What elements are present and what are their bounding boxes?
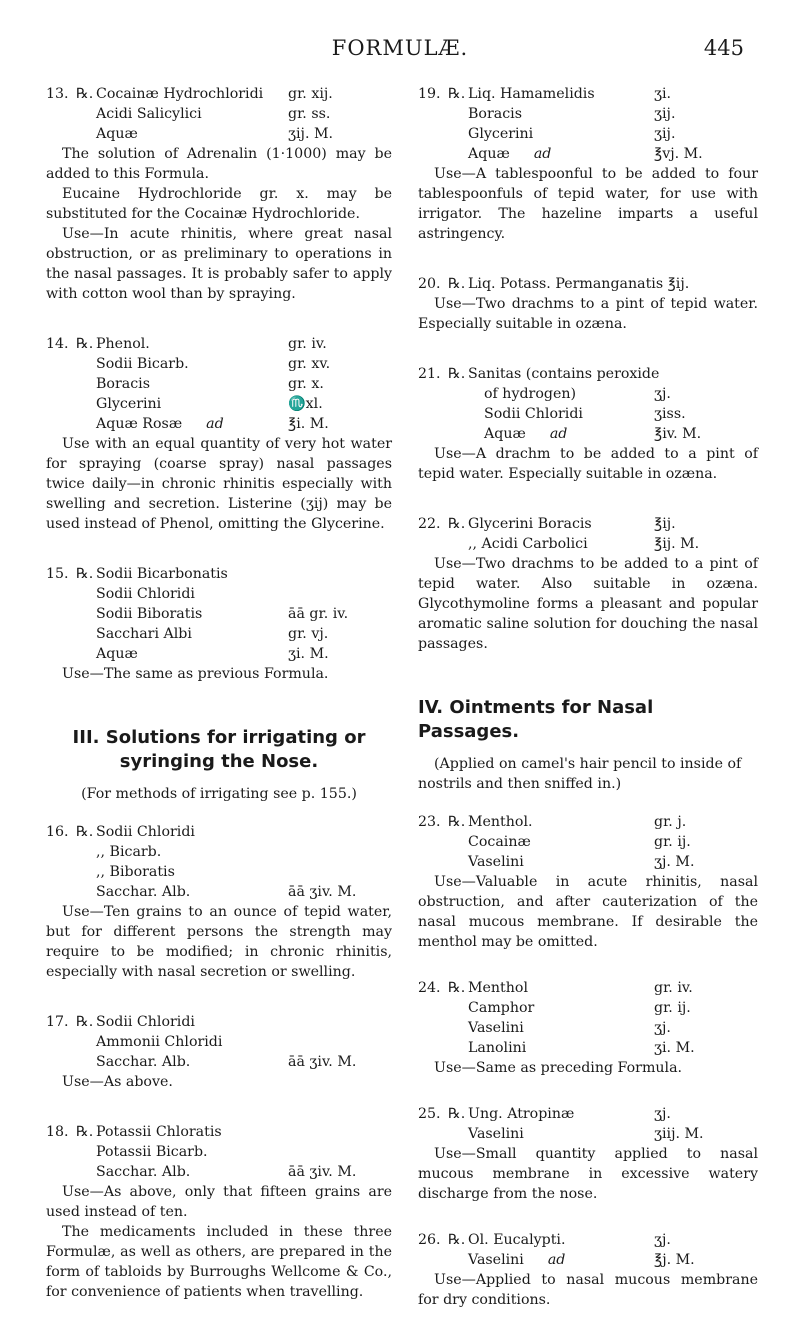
ingredient: Liq. Potass. Permanganatis ℥ij. (468, 276, 690, 292)
ingredient: Sacchar. Alb. (96, 1164, 191, 1180)
ingredient: Aquæ (96, 126, 138, 142)
formula-use: Use—Two drachms to be added to a pint of tepid water. Also suitable in ozæna. Glycothymoline forms a pleasant and popular aromatic saline solution for douching the nasal passages. (418, 556, 758, 652)
formula-number: 13. (46, 86, 69, 102)
quantity: ʒj. (654, 1232, 671, 1248)
formula-line (46, 394, 392, 414)
ingredient-name: Aquæ (468, 146, 510, 162)
quantity: ʒj. (654, 386, 671, 402)
formula-25 (418, 1104, 758, 1204)
quantity: gr. j. (654, 814, 687, 830)
ingredient: Sanitas (contains peroxide (468, 366, 660, 382)
ingredient (96, 414, 288, 434)
ingredient: Vaselini (468, 854, 524, 870)
ingredient (468, 1250, 654, 1270)
formula-17 (46, 1012, 392, 1092)
quantity: ʒij. M. (288, 126, 334, 142)
formula-line (418, 274, 758, 294)
quantity: gr. iv. (288, 336, 327, 352)
ad-marker: ad (206, 416, 224, 432)
recipe-symbol: ℞. (448, 1232, 466, 1248)
formula-line (418, 1250, 758, 1270)
formula-18 (46, 1122, 392, 1302)
formula-number: 21. (418, 366, 441, 382)
formula-line (46, 1032, 392, 1052)
formula-use: Use—Small quantity applied to nasal mucous membrane in excessive watery discharge from the nose. (418, 1146, 758, 1202)
formula-line (46, 1142, 392, 1162)
ingredient: Boracis (96, 376, 150, 392)
quantity: gr. ij. (654, 834, 691, 850)
quantity: ℥ij. (654, 516, 676, 532)
ingredient (484, 424, 654, 444)
section-note: (Applied on camel's hair pencil to inside of nostrils and then sniffed in.) (418, 756, 742, 792)
formula-number: 16. (46, 824, 69, 840)
quantity: ʒi. M. (288, 646, 329, 662)
ingredient: Phenol. (96, 336, 150, 352)
formula-line (418, 124, 758, 144)
ingredient: Sodii Biboratis (96, 606, 203, 622)
ingredient: ,, Biboratis (96, 864, 175, 880)
page-number: 445 (703, 36, 744, 60)
formula-note: Eucaine Hydrochloride gr. x. may be substituted for the Cocainæ Hydrochloride. (46, 186, 392, 222)
section-heading-line: syringing the Nose. (119, 751, 319, 772)
ingredient: Sodii Chloridi (96, 1014, 195, 1030)
formula-note: The solution of Adrenalin (1·1000) may be added to this Formula. (46, 146, 392, 182)
formula-line (418, 534, 758, 554)
formula-line (418, 832, 758, 852)
formula-line (46, 334, 392, 354)
formula-line (46, 604, 392, 624)
formula-21 (418, 364, 758, 484)
formula-use: Use—Ten grains to an ounce of tepid water, but for different persons the strength may require to be modified; in chronic rhinitis, especially with nasal secretion or swelling. (46, 904, 392, 980)
formula-line (46, 104, 392, 124)
formula-line (418, 424, 758, 444)
recipe-symbol: ℞. (76, 824, 94, 840)
formula-use: Use—As above, only that fifteen grains are used instead of ten. (46, 1184, 392, 1220)
quantity: gr. vj. (288, 626, 329, 642)
formula-line (418, 978, 758, 998)
recipe-symbol: ℞. (448, 516, 466, 532)
quantity: ♏xl. (288, 396, 323, 412)
quantity: ʒij. (654, 126, 676, 142)
quantity: āā ʒiv. M. (288, 1054, 357, 1070)
formula-line (46, 124, 392, 144)
quantity: ʒiij. M. (654, 1126, 704, 1142)
ingredient-name: Vaselini (468, 1252, 524, 1268)
formula-number: 22. (418, 516, 441, 532)
ingredient: Liq. Hamamelidis (468, 86, 595, 102)
recipe-symbol: ℞. (76, 336, 94, 352)
formula-26 (418, 1230, 758, 1310)
formula-15 (46, 564, 392, 684)
formula-line (46, 354, 392, 374)
quantity: gr. x. (288, 376, 324, 392)
formula-number: 20. (418, 276, 441, 292)
ingredient: Glycerini Boracis (468, 516, 592, 532)
formula-line (46, 842, 392, 862)
ingredient: Sodii Bicarb. (96, 356, 189, 372)
formula-line (46, 862, 392, 882)
quantity: ℥iv. M. (654, 426, 702, 442)
formula-line (418, 1124, 758, 1144)
formula-use: Use with an equal quantity of very hot water for spraying (coarse spray) nasal passages twice daily—in chronic rhinitis especially with swelling and secretion. Listerine (ʒij) may be used instead of Phenol, omitting the Glycerine. (46, 436, 392, 532)
ingredient: Sodii Chloridi (484, 406, 583, 422)
ingredient: Sodii Bicarbonatis (96, 566, 228, 582)
ingredient: Camphor (468, 1000, 535, 1016)
ingredient: Potassii Chloratis (96, 1124, 222, 1140)
formula-line (418, 144, 758, 164)
ingredient: ,, Acidi Carbolici (468, 536, 588, 552)
ingredient: of hydrogen) (484, 386, 577, 402)
formula-number: 18. (46, 1124, 69, 1140)
recipe-symbol: ℞. (76, 86, 94, 102)
ingredient: Cocainæ Hydrochloridi (96, 86, 264, 102)
formula-line (418, 812, 758, 832)
formula-line (46, 644, 392, 664)
quantity: ℥i. M. (288, 416, 329, 432)
quantity: ʒi. M. (654, 1040, 695, 1056)
recipe-symbol: ℞. (76, 1124, 94, 1140)
formula-number: 17. (46, 1014, 69, 1030)
formula-line (46, 1122, 392, 1142)
quantity: gr. iv. (654, 980, 693, 996)
recipe-symbol: ℞. (448, 980, 466, 996)
formula-line (418, 1104, 758, 1124)
ingredient: Glycerini (96, 396, 162, 412)
recipe-symbol: ℞. (448, 86, 466, 102)
ingredient: Sacchar. Alb. (96, 884, 191, 900)
ingredient: Ung. Atropinæ (468, 1106, 575, 1122)
formula-line (46, 584, 392, 604)
quantity: āā gr. iv. (288, 606, 349, 622)
formula-line (418, 514, 758, 534)
ingredient (468, 144, 654, 164)
formula-line (418, 104, 758, 124)
section-heading-iv: IV. Ointments for Nasal Passages. (418, 697, 654, 742)
quantity: ʒj. (654, 1020, 671, 1036)
formula-line (418, 852, 758, 872)
quantity: ℥j. M. (654, 1252, 695, 1268)
formula-19 (418, 84, 758, 244)
formula-number: 24. (418, 980, 441, 996)
ingredient: Glycerini (468, 126, 534, 142)
formula-22 (418, 514, 758, 654)
quantity: gr. ss. (288, 106, 331, 122)
ingredient: Acidi Salicylici (96, 106, 202, 122)
ingredient: Ol. Eucalypti. (468, 1232, 566, 1248)
formula-use: Use—Valuable in acute rhinitis, nasal obstruction, and after cauterization of the nasal mucous membrane. If desirable the menthol may be omitted. (418, 874, 758, 950)
ad-marker: ad (533, 146, 552, 162)
quantity: gr. ij. (654, 1000, 691, 1016)
formula-line (418, 1018, 758, 1038)
recipe-symbol: ℞. (448, 1106, 466, 1122)
ingredient: Sacchari Albi (96, 626, 192, 642)
formula-line (46, 1162, 392, 1182)
quantity: ʒij. (654, 106, 676, 122)
formula-use: Use—Same as preceding Formula. (434, 1060, 683, 1076)
formula-line (46, 822, 392, 842)
formula-use: Use—The same as previous Formula. (62, 666, 329, 682)
formula-14 (46, 334, 392, 534)
ingredient: Vaselini (468, 1126, 524, 1142)
quantity: gr. xv. (288, 356, 331, 372)
ingredient: Menthol (468, 980, 528, 996)
formula-number: 23. (418, 814, 441, 830)
ingredient: Lanolini (468, 1040, 527, 1056)
recipe-symbol: ℞. (76, 1014, 94, 1030)
ingredient: Sodii Chloridi (96, 586, 195, 602)
formula-line (46, 564, 392, 584)
recipe-symbol: ℞. (448, 814, 466, 830)
ingredient: Vaselini (468, 1020, 524, 1036)
formula-line (46, 414, 392, 434)
formula-line (418, 1038, 758, 1058)
running-title: FORMULÆ. (331, 36, 469, 60)
formula-number: 15. (46, 566, 69, 582)
quantity: ʒj. M. (654, 854, 695, 870)
ingredient: Ammonii Chloridi (96, 1034, 223, 1050)
formula-number: 26. (418, 1232, 441, 1248)
quantity: ʒiss. (654, 406, 686, 422)
formula-use: Use—Applied to nasal mucous membrane for dry conditions. (418, 1272, 758, 1308)
formula-line (46, 1052, 392, 1072)
formula-line (418, 364, 758, 384)
ad-marker: ad (547, 1252, 566, 1268)
quantity: ℥vj. M. (654, 146, 703, 162)
formula-line (46, 84, 392, 104)
formula-number: 14. (46, 336, 69, 352)
section-note: (For methods of irrigating see p. 155.) (81, 786, 357, 802)
formula-number: 19. (418, 86, 441, 102)
quantity: ʒj. (654, 1106, 671, 1122)
formula-use: Use—In acute rhinitis, where great nasal obstruction, or as preliminary to operations in the nasal passages. It is probably safer to apply with cotton wool than by spraying. (46, 226, 392, 302)
ingredient: Boracis (468, 106, 522, 122)
left-column (46, 84, 392, 1332)
formula-use: Use—Two drachms to a pint of tepid water. Especially suitable in ozæna. (418, 296, 758, 332)
formula-line (418, 998, 758, 1018)
ingredient: Potassii Bicarb. (96, 1144, 208, 1160)
formula-note: The medicaments included in these three Formulæ, as well as others, are prepared in the form of tabloids by Burroughs Wellcome & Co., for convenience of patients when travelling. (46, 1224, 392, 1300)
quantity: gr. xij. (288, 86, 333, 102)
ingredient: Cocainæ (468, 834, 531, 850)
formula-24 (418, 978, 758, 1078)
quantity: āā ʒiv. M. (288, 1164, 357, 1180)
ingredient: ,, Bicarb. (96, 844, 162, 860)
ingredient: Sodii Chloridi (96, 824, 195, 840)
formula-16 (46, 822, 392, 982)
ingredient: Menthol. (468, 814, 533, 830)
formula-line (46, 882, 392, 902)
formula-line (46, 374, 392, 394)
ingredient-name: Aquæ Rosæ (96, 416, 183, 432)
recipe-symbol: ℞. (76, 566, 94, 582)
recipe-symbol: ℞. (448, 276, 466, 292)
quantity: ℥ij. M. (654, 536, 700, 552)
section-heading-line: III. Solutions for irrigating or (72, 727, 366, 748)
quantity: āā ʒiv. M. (288, 884, 357, 900)
page-header (50, 30, 750, 66)
ad-marker: ad (549, 426, 568, 442)
formula-use: Use—A drachm to be added to a pint of tepid water. Especially suitable in ozæna. (418, 446, 758, 482)
right-column (418, 84, 758, 1336)
ingredient: Sacchar. Alb. (96, 1054, 191, 1070)
formula-line (418, 384, 758, 404)
formula-line (46, 624, 392, 644)
formula-line (418, 84, 758, 104)
formula-line (418, 1230, 758, 1250)
recipe-symbol: ℞. (448, 366, 466, 382)
formula-23 (418, 812, 758, 952)
formula-line (46, 1012, 392, 1032)
formula-use: Use—As above. (62, 1074, 173, 1090)
formula-line (418, 404, 758, 424)
section-heading-iii (46, 726, 392, 774)
formula-use: Use—A tablespoonful to be added to four tablespoonfuls of tepid water, for use with irrigator. The hazeline imparts a useful astringency. (418, 166, 758, 242)
formula-13 (46, 84, 392, 304)
ingredient-name: Aquæ (484, 426, 526, 442)
formula-number: 25. (418, 1106, 441, 1122)
quantity: ʒi. (654, 86, 672, 102)
formula-20 (418, 274, 758, 334)
ingredient: Aquæ (96, 646, 138, 662)
